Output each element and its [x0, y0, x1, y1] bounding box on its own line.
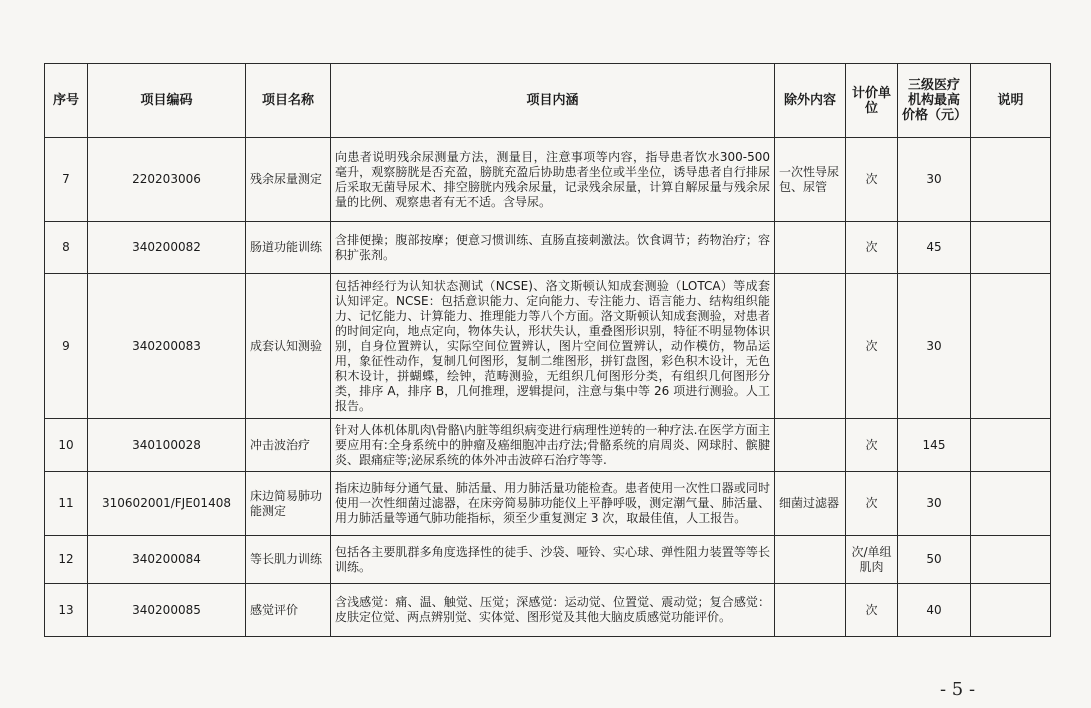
cell-note [971, 138, 1051, 222]
header-unit: 计价单位 [846, 64, 898, 138]
cell-excluded: 一次性导尿包、尿管 [775, 138, 846, 222]
cell-unit: 次 [846, 274, 898, 419]
table-row [45, 536, 1051, 584]
cell-seq: 13 [45, 584, 88, 637]
cell-excluded [775, 222, 846, 274]
cell-content: 含排便操；腹部按摩；便意习惯训练、直肠直接刺激法。饮食调节；药物治疗；容积扩张剂。 [331, 222, 775, 274]
table-row [45, 419, 1051, 472]
cell-excluded [775, 274, 846, 419]
table-row [45, 274, 1051, 419]
cell-name: 肠道功能训练 [246, 222, 331, 274]
cell-content: 向患者说明残余尿测量方法，测量目，注意事项等内容，指导患者饮水300-500 毫升，观察膀胱是否充盈，膀胱充盈后协助患者坐位或半坐位，诱导患者自行排尿后采取无菌导尿术、排空膀胱内残余尿量，记录残余尿量，计算自解尿量与残余尿量的比例、观察患者有无不适。含导尿。 [331, 138, 775, 222]
header-code: 项目编码 [88, 64, 246, 138]
cell-seq: 11 [45, 472, 88, 536]
cell-code: 340200082 [88, 222, 246, 274]
page-number: - 5 - [940, 679, 976, 700]
cell-code: 220203006 [88, 138, 246, 222]
cell-code: 340100028 [88, 419, 246, 472]
cell-unit: 次 [846, 584, 898, 637]
cell-seq: 9 [45, 274, 88, 419]
header-seq: 序号 [45, 64, 88, 138]
table-row [45, 138, 1051, 222]
cell-excluded [775, 584, 846, 637]
cell-price: 30 [898, 472, 971, 536]
cell-price: 45 [898, 222, 971, 274]
table-row [45, 472, 1051, 536]
cell-unit: 次 [846, 222, 898, 274]
cell-code: 310602001/FJE01408 [88, 472, 246, 536]
cell-price: 30 [898, 274, 971, 419]
header-content: 项目内涵 [331, 64, 775, 138]
header-max-price: 三级医疗机构最高价格（元） [898, 64, 971, 138]
cell-name: 残余尿量测定 [246, 138, 331, 222]
header-excluded: 除外内容 [775, 64, 846, 138]
cell-price: 40 [898, 584, 971, 637]
cell-seq: 10 [45, 419, 88, 472]
cell-name: 等长肌力训练 [246, 536, 331, 584]
cell-price: 30 [898, 138, 971, 222]
cell-note [971, 274, 1051, 419]
cell-note [971, 472, 1051, 536]
cell-name: 成套认知测验 [246, 274, 331, 419]
cell-code: 340200083 [88, 274, 246, 419]
cell-price: 145 [898, 419, 971, 472]
cell-code: 340200085 [88, 584, 246, 637]
cell-content: 指床边肺每分通气量、肺活量、用力肺活量功能检查。患者使用一次性口器或同时使用一次性细菌过滤器，在床旁简易肺功能仪上平静呼吸，测定潮气量、肺活量、用力肺活量等通气肺功能指标，须至少重复测定 3 次，取最佳值，人工报告。 [331, 472, 775, 536]
cell-excluded [775, 536, 846, 584]
cell-name: 冲击波治疗 [246, 419, 331, 472]
cell-price: 50 [898, 536, 971, 584]
cell-content: 含浅感觉：痛、温、触觉、压觉；深感觉：运动觉、位置觉、震动觉；复合感觉：皮肤定位觉、两点辨别觉、实体觉、图形觉及其他大脑皮质感觉功能评价。 [331, 584, 775, 637]
cell-content: 针对人体机体肌肉\骨骼\内脏等组织病变进行病理性逆转的一种疗法.在医学方面主要应用有:全身系统中的肿瘤及癌细胞冲击疗法;骨骼系统的肩周炎、网球肘、髌腱炎、跟痛症等;泌尿系统的体外冲击波碎石治疗等等. [331, 419, 775, 472]
header-name: 项目名称 [246, 64, 331, 138]
cell-excluded [775, 419, 846, 472]
header-note: 说明 [971, 64, 1051, 138]
cell-unit: 次 [846, 419, 898, 472]
cell-content: 包括各主要肌群多角度选择性的徒手、沙袋、哑铃、实心球、弹性阻力装置等等长训练。 [331, 536, 775, 584]
table-header-row [45, 64, 1051, 138]
cell-note [971, 584, 1051, 637]
cell-code: 340200084 [88, 536, 246, 584]
cell-name: 感觉评价 [246, 584, 331, 637]
cell-unit: 次/单组肌肉 [846, 536, 898, 584]
table-row [45, 584, 1051, 637]
cell-unit: 次 [846, 138, 898, 222]
cell-content: 包括神经行为认知状态测试（NCSE)、洛文斯顿认知成套测验（LOTCA）等成套认知评定。NCSE：包括意识能力、定向能力、专注能力、语言能力、结构组织能力、记忆能力、计算能力、推理能力等八个方面。洛文斯顿认知成套测验，对患者的时间定向，地点定向，物体失认，形状失认，重叠图形识别，特征不明显物体识别，自身位置辨认，实际空间位置辨认，图片空间位置辨认，动作模仿，物品运用，象征性动作，复制几何图形，复制二维图形，拼钉盘图，彩色积木设计，无色积木设计，拼蝴蝶，绘钟，范畴测验，无组织几何图形分类，有组织几何图形分类，排序 A，排序 B，几何推理，逻辑提问，注意与集中等 26 项进行测验。人工报告。 [331, 274, 775, 419]
cell-note [971, 419, 1051, 472]
cell-seq: 12 [45, 536, 88, 584]
cell-seq: 7 [45, 138, 88, 222]
price-table [44, 63, 1051, 637]
cell-excluded: 细菌过滤器 [775, 472, 846, 536]
cell-note [971, 536, 1051, 584]
cell-name: 床边简易肺功能测定 [246, 472, 331, 536]
table-row [45, 222, 1051, 274]
cell-seq: 8 [45, 222, 88, 274]
cell-unit: 次 [846, 472, 898, 536]
cell-note [971, 222, 1051, 274]
